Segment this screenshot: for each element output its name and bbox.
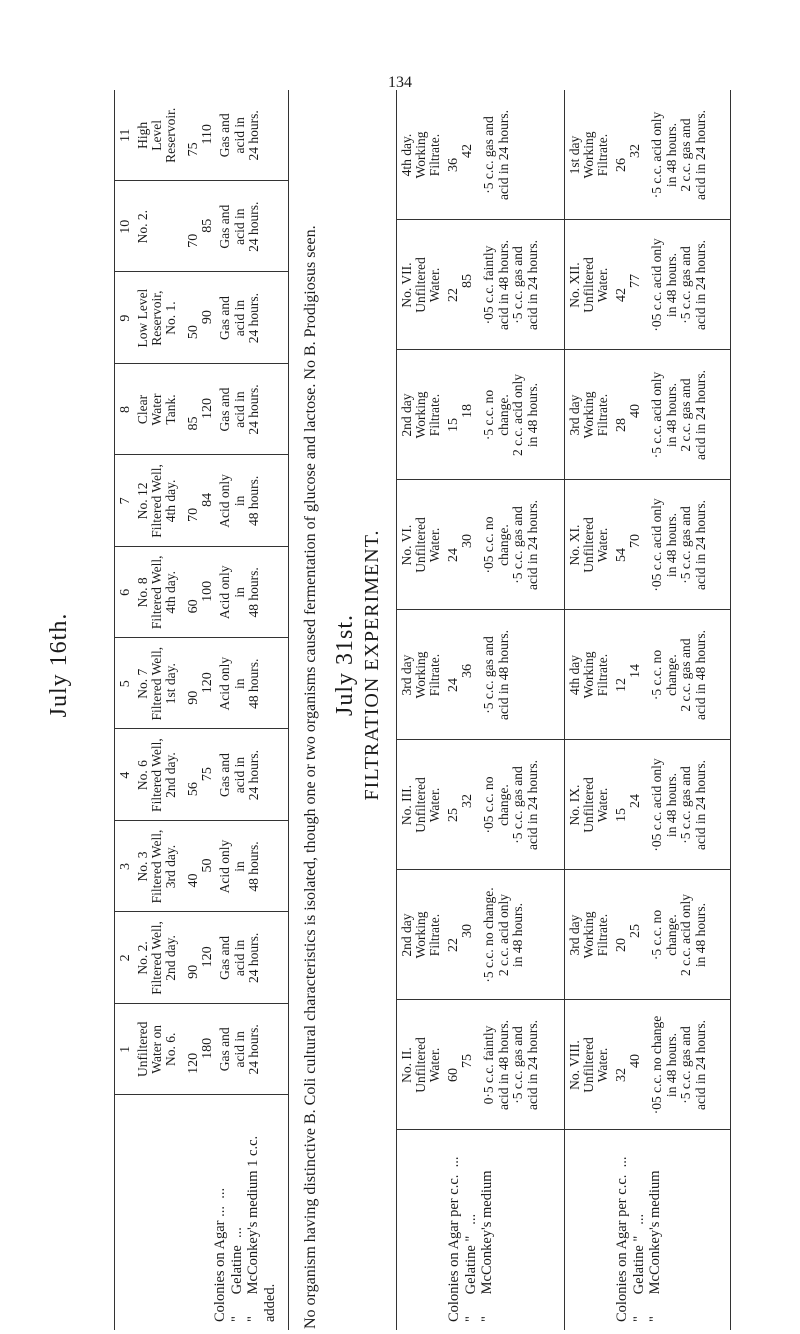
page-number: 134	[388, 74, 412, 91]
agar-count: 32	[614, 1068, 629, 1082]
gelatine-count: 100	[200, 580, 215, 602]
column-header: 4th day Working Filtrate.	[567, 651, 611, 699]
column-header: 2nd day Working Filtrate.	[399, 911, 443, 959]
column-header: No. II. Unfiltered Water.	[399, 1037, 443, 1093]
column-rule	[396, 479, 564, 480]
column-rule	[564, 479, 730, 480]
gelatine-count: 40	[628, 1054, 643, 1068]
column-header: No. 2.	[135, 210, 150, 244]
gelatine-count: 40	[628, 404, 643, 418]
table-row-labels: Colonies on Agar per c.c. ... " Gelatine " ... " McConkey's medium	[614, 1156, 664, 1322]
section-2-bottom-rule	[730, 90, 731, 1330]
column-header: Low Level Reservoir, No. 1.	[135, 288, 179, 348]
column-rule	[564, 609, 730, 610]
column-rule	[396, 349, 564, 350]
agar-count: 28	[614, 418, 629, 432]
column-rule	[114, 820, 288, 821]
mcconkey-result: ·05 c.c. no change in 48 hours. ·5 c.c. gas and acid in 24 hours.	[649, 1015, 708, 1115]
column-rule	[114, 363, 288, 364]
mcconkey-result: Gas and acid in 24 hours.	[217, 110, 262, 161]
column-rule	[114, 911, 288, 912]
table-row-labels: Colonies on Agar ... ... " Gelatine ... " McConkey's medium 1 c.c. added.	[212, 1135, 279, 1322]
agar-count: 22	[446, 288, 461, 302]
column-rule	[396, 219, 564, 220]
gelatine-count: 75	[460, 1054, 475, 1068]
mcconkey-result: Gas and acid in 24 hours.	[217, 292, 262, 344]
column-header: No. VII. Unfiltered Water.	[399, 257, 443, 313]
gelatine-count: 14	[628, 664, 643, 678]
gelatine-count: 32	[460, 794, 475, 808]
column-header: Clear Water Tank.	[135, 393, 179, 426]
mcconkey-result: Gas and acid in 24 hours.	[217, 384, 262, 435]
mcconkey-result: ·05 c.c. faintly acid in 48 hours. ·5 c.c. gas and acid in 24 hours.	[481, 240, 540, 330]
column-number: 4	[118, 771, 133, 779]
mcconkey-result: ·5 c.c. gas and acid in 24 hours.	[481, 110, 511, 200]
column-rule	[564, 999, 730, 1000]
column-number: 3	[118, 863, 133, 870]
heading-july-16: July 16th.	[46, 612, 72, 718]
agar-count: 56	[186, 782, 201, 797]
mcconkey-result: Acid only in 48 hours.	[217, 474, 262, 528]
mcconkey-result: Acid only in 48 hours.	[217, 565, 262, 620]
agar-count: 85	[186, 416, 201, 431]
column-number: 6	[118, 588, 133, 596]
gelatine-count: 84	[200, 492, 215, 507]
column-number: 9	[118, 314, 133, 322]
column-header: No. VI. Unfiltered Water.	[399, 517, 443, 573]
gelatine-count: 50	[200, 858, 215, 873]
column-header: No. XII. Unfiltered Water.	[567, 257, 611, 313]
mcconkey-result: ·5 c.c. acid only in 48 hours. 2 c.c. gas and acid in 24 hours.	[649, 370, 708, 460]
column-rule	[114, 180, 288, 181]
column-number: 8	[118, 406, 133, 413]
mcconkey-result: ·05 c.c. acid only in 48 hours. ·5 c.c. gas and acid in 24 hours.	[649, 758, 708, 852]
column-header: 3rd day Working Filtrate.	[399, 651, 443, 699]
agar-count: 40	[186, 873, 201, 888]
column-header: No. 3 Filtered Well, 3rd day.	[135, 829, 179, 904]
column-header: No. III. Unfiltered Water.	[399, 777, 443, 833]
column-number: 1	[118, 1045, 133, 1053]
table-row-labels: Colonies on Agar per c.c. ... " Gelatine " ... " McConkey's medium	[446, 1156, 496, 1322]
column-rule	[564, 869, 730, 870]
column-rule	[114, 271, 288, 272]
agar-count: 50	[186, 325, 201, 340]
table-bottom-rule	[288, 90, 289, 1330]
column-header: No. 12 Filtered Well, 4th day.	[135, 464, 179, 538]
column-rule	[396, 609, 564, 610]
agar-count: 120	[186, 1052, 201, 1074]
agar-count: 70	[186, 507, 201, 522]
column-rule	[396, 1129, 564, 1130]
mcconkey-result: Gas and acid in 24 hours.	[217, 201, 262, 252]
column-rule	[114, 637, 288, 638]
column-header: No. XI. Unfiltered Water.	[567, 517, 611, 573]
column-rule	[114, 1003, 288, 1004]
agar-count: 26	[614, 158, 629, 172]
mcconkey-result: ·05 c.c. no change. ·5 c.c. gas and acid in 24 hours.	[481, 500, 540, 590]
mcconkey-result: ·05 c.c. acid only in 48 hours. ·5 c.c. gas and acid in 24 hours.	[649, 238, 708, 332]
section-divider-rule	[564, 90, 565, 1330]
heading-july-31: July 31st.	[332, 613, 358, 717]
agar-count: 20	[614, 938, 629, 952]
mcconkey-result: ·5 c.c. no change. 2 c.c. acid only in 48 hours.	[481, 887, 526, 983]
mcconkey-result: Gas and acid in 24 hours.	[217, 1024, 262, 1075]
agar-count: 25	[446, 808, 461, 822]
gelatine-count: 30	[460, 534, 475, 548]
agar-count: 36	[446, 158, 461, 172]
footnote: No organism having distinctive B. Coli cultural characteristics is isolated, though one or two organisms caused fermentation of glucose and lactose. No B. Prodigiosus seen.	[302, 225, 319, 1329]
column-header: No. IX. Unfiltered Water.	[567, 777, 611, 833]
gelatine-count: 90	[200, 310, 215, 325]
agar-count: 24	[446, 678, 461, 692]
mcconkey-result: ·5 c.c. no change. 2 c.c. gas and acid in 48 hours.	[649, 630, 708, 720]
gelatine-count: 85	[460, 274, 475, 288]
gelatine-count: 85	[200, 218, 215, 233]
agar-count: 22	[446, 938, 461, 952]
gelatine-count: 42	[460, 144, 475, 158]
agar-count: 42	[614, 288, 629, 302]
column-rule	[114, 454, 288, 455]
column-rule	[396, 999, 564, 1000]
agar-count: 60	[446, 1068, 461, 1082]
column-header: No. 7 Filtered Well, 1st day.	[135, 646, 179, 721]
column-header: 1st day Working Filtrate.	[567, 131, 611, 179]
agar-count: 12	[614, 678, 629, 692]
mcconkey-result: ·5 c.c. gas and acid in 48 hours.	[481, 630, 511, 720]
mcconkey-result: ·5 c.c. no change. 2 c.c. acid only in 48 hours.	[649, 893, 708, 977]
column-header: 3rd day Working Filtrate.	[567, 391, 611, 439]
mcconkey-result: ·05 c.c. no change. ·5 c.c. gas and acid in 24 hours.	[481, 760, 540, 850]
heading-filtration-experiment: FILTRATION EXPERIMENT.	[361, 529, 383, 801]
column-number: 7	[118, 497, 133, 505]
gelatine-count: 24	[628, 794, 643, 808]
column-header: No. VIII. Unfiltered Water.	[567, 1037, 611, 1093]
agar-count: 90	[186, 964, 201, 979]
mcconkey-result: Acid only in 48 hours.	[217, 839, 262, 894]
column-rule	[564, 219, 730, 220]
column-rule	[114, 546, 288, 547]
mcconkey-result: ·5 c.c. no change. 2 c.c. acid only in 48 hours.	[481, 373, 540, 457]
column-rule	[114, 1094, 288, 1095]
gelatine-count: 36	[460, 664, 475, 678]
gelatine-count: 110	[200, 124, 215, 145]
agar-count: 90	[186, 690, 201, 705]
gelatine-count: 30	[460, 924, 475, 938]
rotated-page-content	[40, 90, 740, 1330]
gelatine-count: 77	[628, 274, 643, 288]
column-rule	[564, 739, 730, 740]
column-header: No. 6 Filtered Well, 2nd day.	[135, 738, 179, 812]
column-header: 3rd day Working Filtrate.	[567, 911, 611, 959]
column-rule	[114, 728, 288, 729]
gelatine-count: 120	[200, 946, 215, 968]
agar-count: 60	[186, 599, 201, 614]
mcconkey-result: 0·5 c.c. faintly acid in 48 hours. ·5 c.c. gas and acid in 24 hours.	[481, 1020, 540, 1110]
table-top-rule	[114, 90, 115, 1330]
mcconkey-result: Acid only in 48 hours.	[217, 656, 262, 711]
column-header: Unfiltered Water on No. 6.	[135, 1021, 179, 1078]
section-1-top-rule	[396, 90, 397, 1330]
column-header: 2nd day Working Filtrate.	[399, 391, 443, 439]
mcconkey-result: Gas and acid in 24 hours.	[217, 932, 262, 984]
column-header: No. 8 Filtered Well, 4th day.	[135, 555, 179, 630]
column-header: 4th day. Working Filtrate.	[399, 131, 443, 179]
gelatine-count: 75	[200, 767, 215, 782]
gelatine-count: 18	[460, 404, 475, 418]
column-number: 10	[118, 219, 133, 234]
gelatine-count: 120	[200, 398, 215, 419]
gelatine-count: 70	[628, 534, 643, 548]
column-header: No. 2. Filtered Well, 2nd day.	[135, 921, 179, 995]
column-number: 5	[118, 680, 133, 688]
gelatine-count: 25	[628, 924, 643, 938]
mcconkey-result: ·5 c.c. acid only in 48 hours. 2 c.c. gas and acid in 24 hours.	[649, 110, 708, 200]
agar-count: 15	[446, 418, 461, 432]
column-rule	[396, 739, 564, 740]
mcconkey-result: ·05 c.c. acid only in 48 hours. ·5 c.c. gas and acid in 24 hours.	[649, 498, 708, 592]
column-rule	[564, 349, 730, 350]
column-number: 11	[118, 128, 133, 143]
gelatine-count: 32	[628, 144, 643, 158]
agar-count: 54	[614, 548, 629, 562]
column-rule	[396, 869, 564, 870]
gelatine-count: 180	[200, 1037, 215, 1059]
mcconkey-result: Gas and acid in 24 hours.	[217, 749, 262, 801]
column-number: 2	[118, 954, 133, 962]
column-header: High Level Reservoir.	[135, 107, 179, 163]
agar-count: 75	[186, 142, 201, 157]
column-rule	[564, 1129, 730, 1130]
agar-count: 24	[446, 548, 461, 562]
gelatine-count: 120	[200, 672, 215, 694]
agar-count: 70	[186, 233, 201, 248]
agar-count: 15	[614, 808, 629, 822]
